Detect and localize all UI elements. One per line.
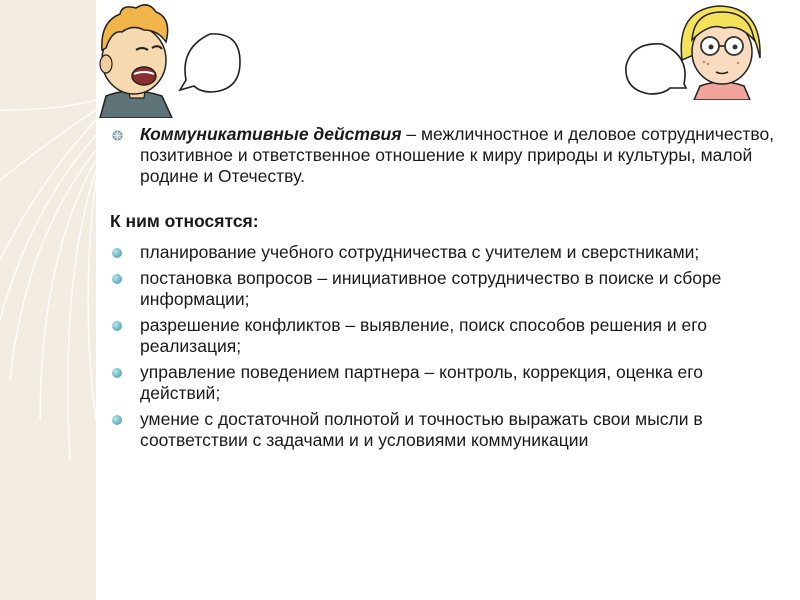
action-list bbox=[108, 242, 780, 451]
list-item bbox=[108, 362, 780, 404]
intro-term: Коммуникативные действия bbox=[140, 124, 402, 144]
list-item-label: разрешение конфликтов – выявление, поиск способов решения и его реализация; bbox=[140, 315, 707, 356]
bullet-icon bbox=[112, 415, 122, 425]
list-item bbox=[108, 268, 780, 310]
speech-bubble-right bbox=[178, 28, 244, 100]
intro-paragraph bbox=[108, 124, 780, 187]
bullet-icon bbox=[112, 321, 122, 331]
decorative-side-band bbox=[0, 0, 96, 600]
list-item bbox=[108, 242, 780, 263]
slide-body bbox=[108, 124, 780, 456]
bullet-icon bbox=[112, 274, 122, 284]
list-item-label: умение с достаточной полнотой и точностью выражать свои мысли в соответствии с задачами и и условиями коммуникации bbox=[140, 409, 703, 450]
list-item-label: управление поведением партнера – контроль, коррекция, оценка его действий; bbox=[140, 362, 704, 403]
circle-bullet-icon bbox=[112, 130, 123, 141]
intro-definition: – межличностное и деловое сотрудничество, позитивное и ответственное отношение к миру природы и культуры, малой родине и Отечеству. bbox=[140, 124, 775, 186]
radiating-lines-decoration bbox=[0, 0, 96, 600]
bullet-icon bbox=[112, 248, 122, 258]
list-item bbox=[108, 409, 780, 451]
list-item-label: планирование учебного сотрудничества с учителем и сверстниками; bbox=[140, 242, 700, 262]
bullet-icon bbox=[112, 368, 122, 378]
cartoon-girl-illustration bbox=[670, 0, 770, 100]
list-item-label: постановка вопросов – инициативное сотрудничество в поиске и сборе информации; bbox=[140, 268, 722, 309]
list-item bbox=[108, 315, 780, 357]
list-heading: К ним относятся: bbox=[110, 211, 259, 231]
cartoon-boy-illustration bbox=[92, 0, 182, 118]
